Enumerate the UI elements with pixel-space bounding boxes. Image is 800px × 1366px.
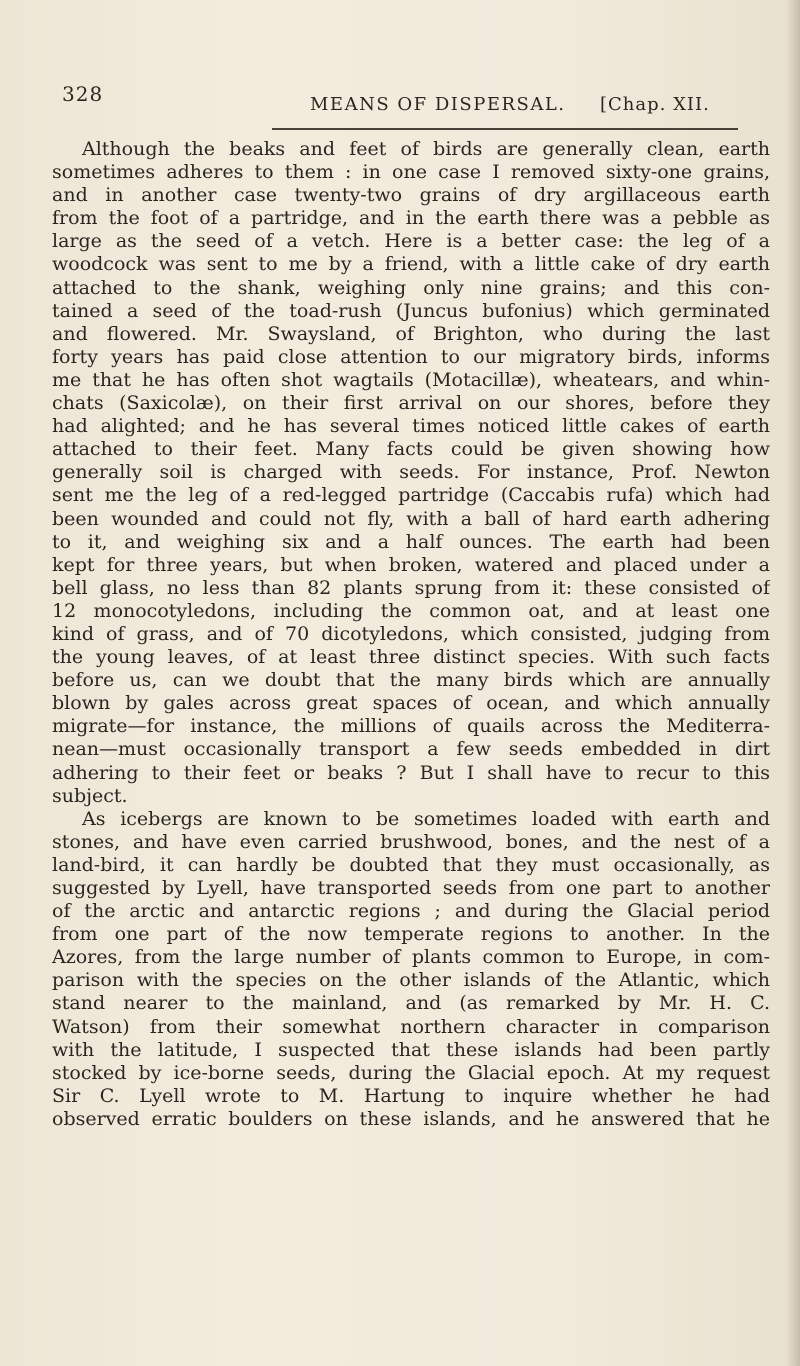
page-edge-shadow bbox=[786, 0, 800, 1366]
text-line: 12 monocotyledons, including the common oat, and at least one bbox=[52, 599, 770, 622]
text-line: Watson) from their somewhat northern character in comparison bbox=[52, 1015, 770, 1038]
text-line: large as the seed of a vetch. Here is a better case: the leg of a bbox=[52, 230, 770, 253]
header-rule bbox=[272, 128, 738, 130]
text-line: from one part of the now temperate regions to another. In the bbox=[52, 923, 770, 946]
text-line: and in another case twenty-two grains of dry argillaceous earth bbox=[52, 184, 770, 207]
body-text bbox=[52, 138, 770, 1131]
running-title: MEANS OF DISPERSAL. bbox=[310, 94, 566, 115]
text-line: blown by gales across great spaces of ocean, and which annually bbox=[52, 692, 770, 715]
text-line: adhering to their feet or beaks ? But I shall have to recur to this bbox=[52, 761, 770, 784]
text-line: land-bird, it can hardly be doubted that they must occasionally, as bbox=[52, 853, 770, 876]
text-line: stand nearer to the mainland, and (as remarked by Mr. H. C. bbox=[52, 992, 770, 1015]
text-line: forty years has paid close attention to our migratory birds, informs bbox=[52, 345, 770, 368]
text-line: subject. bbox=[52, 784, 128, 807]
text-line: stones, and have even carried brushwood, bones, and the nest of a bbox=[52, 830, 770, 853]
text-line: kind of grass, and of 70 dicotyledons, which consisted, judging from bbox=[52, 622, 770, 645]
text-line: attached to the shank, weighing only nine grains; and this con- bbox=[52, 276, 770, 299]
text-line: Sir C. Lyell wrote to M. Hartung to inquire whether he had bbox=[52, 1084, 770, 1107]
text-line: stocked by ice-borne seeds, during the Glacial epoch. At my request bbox=[52, 1061, 770, 1084]
text-line: sent me the leg of a red-legged partridge (Caccabis rufa) which had bbox=[52, 484, 770, 507]
text-line: to it, and weighing six and a half ounces. The earth had been bbox=[52, 530, 770, 553]
text-line: woodcock was sent to me by a friend, with a little cake of dry earth bbox=[52, 253, 770, 276]
text-line: tained a seed of the toad-rush (Juncus bufonius) which germinated bbox=[52, 299, 770, 322]
text-line: Azores, from the large number of plants common to Europe, in com- bbox=[52, 946, 770, 969]
page-header bbox=[52, 82, 770, 122]
text-line: with the latitude, I suspected that these islands had been partly bbox=[52, 1038, 770, 1061]
text-line: been wounded and could not fly, with a ball of hard earth adhering bbox=[52, 507, 770, 530]
chapter-label: [Chap. XII. bbox=[600, 94, 710, 115]
text-line: observed erratic boulders on these islands, and he answered that he bbox=[52, 1107, 770, 1130]
text-line: As icebergs are known to be sometimes loaded with earth and bbox=[82, 807, 770, 830]
text-line: bell glass, no less than 82 plants sprung from it: these consisted of bbox=[52, 576, 770, 599]
text-line: attached to their feet. Many facts could be given showing how bbox=[52, 438, 770, 461]
text-line: chats (Saxicolæ), on their first arrival on our shores, before they bbox=[52, 392, 770, 415]
text-line: the young leaves, of at least three distinct species. With such facts bbox=[52, 646, 770, 669]
text-line: had alighted; and he has several times noticed little cakes of earth bbox=[52, 415, 770, 438]
text-line: from the foot of a partridge, and in the earth there was a pebble as bbox=[52, 207, 770, 230]
text-line: generally soil is charged with seeds. For instance, Prof. Newton bbox=[52, 461, 770, 484]
text-line: parison with the species on the other islands of the Atlantic, which bbox=[52, 969, 770, 992]
text-line: nean—must occasionally transport a few seeds embedded in dirt bbox=[52, 738, 770, 761]
text-line: migrate—for instance, the millions of quails across the Mediterra- bbox=[52, 715, 770, 738]
text-line: me that he has often shot wagtails (Motacillæ), wheatears, and whin- bbox=[52, 368, 770, 391]
page-number: 328 bbox=[62, 82, 104, 106]
text-line: sometimes adheres to them : in one case I removed sixty-one grains, bbox=[52, 161, 770, 184]
text-line: Although the beaks and feet of birds are generally clean, earth bbox=[82, 138, 770, 160]
text-line: of the arctic and antarctic regions ; and during the Glacial period bbox=[52, 900, 770, 923]
text-line: kept for three years, but when broken, watered and placed under a bbox=[52, 553, 770, 576]
text-line: before us, can we doubt that the many birds which are annually bbox=[52, 669, 770, 692]
text-line: suggested by Lyell, have transported seeds from one part to another bbox=[52, 877, 770, 899]
text-line: and flowered. Mr. Swaysland, of Brighton, who during the last bbox=[52, 322, 770, 345]
